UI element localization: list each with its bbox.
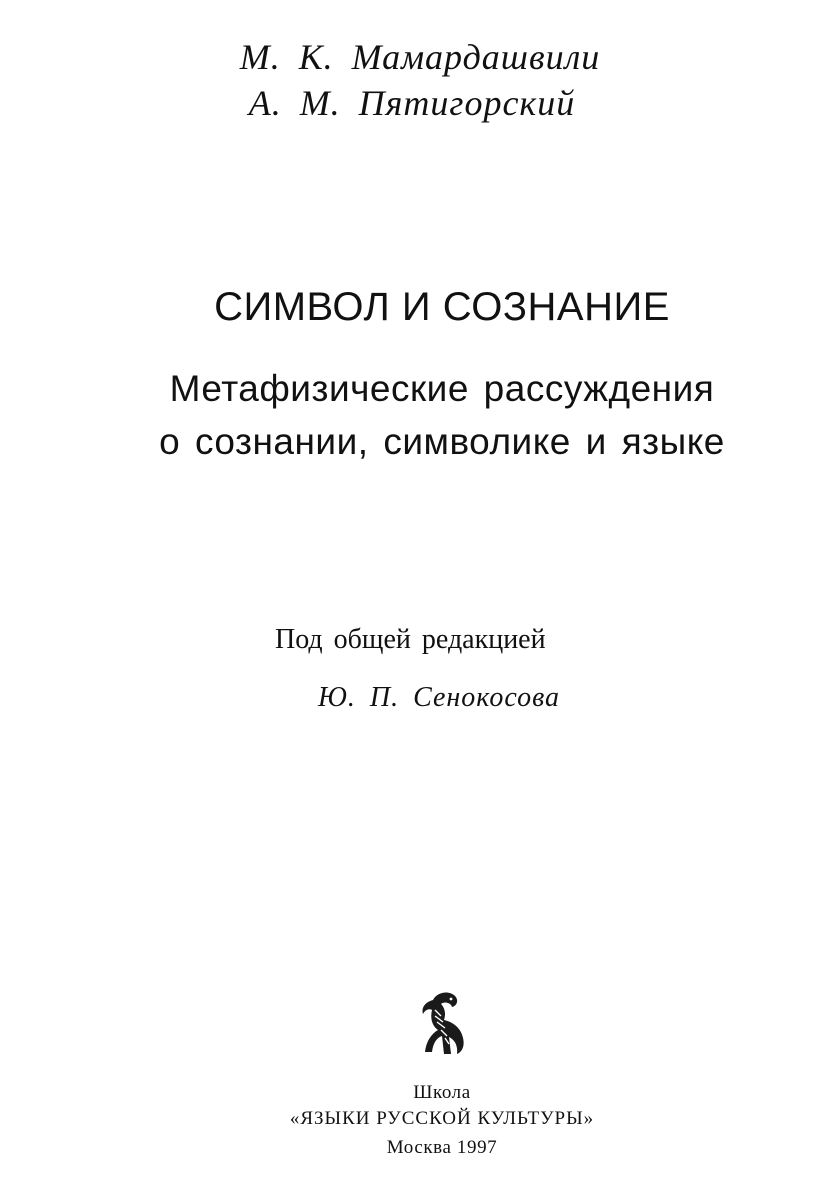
book-title: СИМВОЛ И СОЗНАНИЕ (214, 285, 670, 329)
author-1: М. К. Мамардашвили (239, 37, 601, 77)
editor-label: Под общей редакцией (275, 624, 546, 655)
author-2: А. М. Пятигорский (248, 83, 576, 123)
publisher-name: «ЯЗЫКИ РУССКОЙ КУЛЬТУРЫ» (289, 1108, 595, 1129)
subtitle-line-2: о сознании, символике и языке (159, 421, 725, 462)
subtitle-line-1: Метафизические рассуждения (169, 368, 715, 409)
publisher-logo-ya-letter-icon (405, 990, 475, 1060)
editor-name: Ю. П. Сенокосова (318, 682, 561, 713)
publisher-city-year: Москва 1997 (386, 1137, 498, 1158)
publisher-series: Школа (413, 1082, 471, 1103)
